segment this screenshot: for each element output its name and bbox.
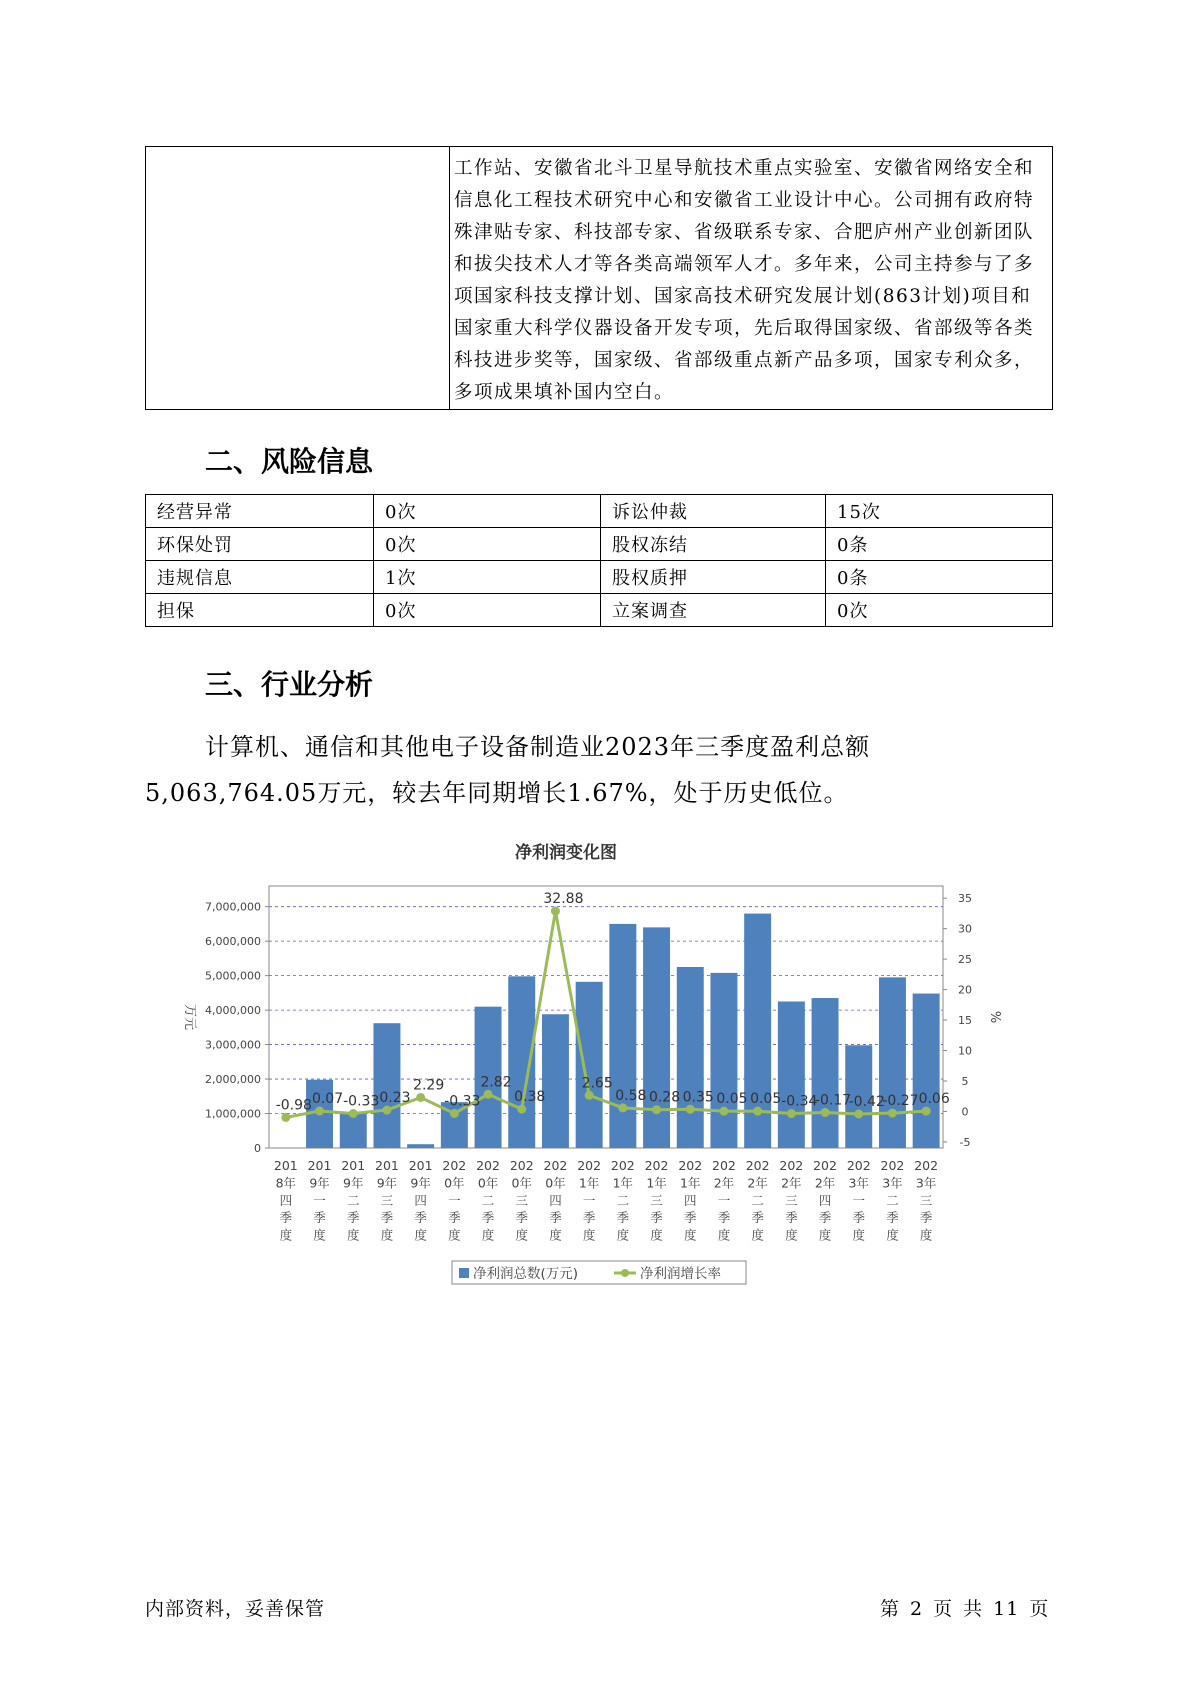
x-tick-label: 202 1年四季度 [678,1158,703,1243]
x-tick-label: 202 1年二季度 [610,1158,635,1243]
x-tick-label: 202 1年三季度 [644,1158,669,1243]
page-word: 第 [880,1598,901,1620]
x-tick-label: 202 0年二季度 [476,1158,500,1243]
chart-title: 净利润变化图 [515,843,617,863]
section-title-industry: 三、行业分析 [205,668,374,701]
y-right-tick-label: 15 [958,1014,972,1028]
bar [677,967,704,1148]
risk-label: 股权质押 [601,561,826,594]
legend-bar-swatch [459,1268,469,1278]
y-right-tick-label: 5 [961,1074,969,1088]
table-row [146,594,1053,627]
growth-rate-point [618,1103,627,1112]
analysis-line-2: 5,063,764.05万元，较去年同期增长1.67%，处于历史低位。 [145,779,849,807]
growth-rate-point [517,1105,526,1114]
intro-text: 工作站、安徽省北斗卫星导航技术重点实验室、安徽省网络安全和信息化工程技术研究中心和安徽省工业设计中心。公司拥有政府特殊津贴专家、科技部专家、省级联系专家、合肥庐州产业创新团队和拔尖技术人才等各类高端领军人才。多年来，公司主持参与了多项国家科技支撑计划、国家高技术研究发展计划(863计划)项目和国家重大科学仪器设备开发专项，先后取得国家级、省部级等各类科技进步奖等，国家级、省部级重点新产品多项，国家专利众多，多项成果填补国内空白。 [450,147,1053,410]
table-row [146,528,1053,561]
growth-rate-point [382,1106,391,1115]
y-left-tick-label: 7,000,000 [205,900,261,914]
page-word: 页 [933,1598,954,1620]
growth-rate-point [787,1109,796,1118]
risk-value: 1次 [374,561,601,594]
y-left-tick-label: 1,000,000 [205,1107,261,1121]
risk-value: 0次 [374,528,601,561]
growth-rate-point [753,1107,762,1116]
data-label: 0.35 [682,1089,714,1106]
page-total: 11 [993,1598,1020,1620]
data-label: -0.17 [814,1092,852,1109]
risk-value: 0次 [826,594,1053,627]
page-total-word: 共 [963,1598,984,1620]
y-left-tick-label: 3,000,000 [205,1038,261,1052]
x-tick-label: 202 3年二季度 [880,1158,905,1243]
bar [879,977,906,1148]
bar [542,1014,569,1148]
growth-rate-point [416,1093,425,1102]
growth-rate-point [551,907,560,916]
data-label: -0.42 [848,1094,885,1111]
data-label: 0.23 [379,1090,411,1107]
table-row [146,561,1053,594]
section-title-risk: 二、风险信息 [205,445,374,478]
growth-rate-point [450,1109,459,1118]
data-label: 0.05 [750,1091,782,1108]
x-tick-label: 201 9年四季度 [408,1158,433,1243]
y-right-tick-label: 25 [958,953,972,967]
data-label: 0.58 [615,1087,647,1104]
data-label: -0.98 [275,1097,312,1114]
data-label: -0.33 [343,1093,380,1110]
x-tick-label: 202 3年一季度 [846,1158,871,1243]
growth-rate-point [484,1090,493,1099]
company-intro-table [145,146,1053,410]
x-tick-label: 202 0年四季度 [543,1158,568,1243]
x-tick-label: 202 2年四季度 [813,1158,837,1243]
bar [710,973,737,1148]
growth-rate-point [922,1107,931,1116]
intro-label-cell [146,147,450,410]
y-left-tick-label: 5,000,000 [205,969,261,983]
legend-bar-label: 净利润总数(万元) [473,1266,579,1282]
y-right-tick-label: 20 [958,983,972,997]
y-left-tick-label: 6,000,000 [205,935,261,949]
page-number [880,1596,1059,1622]
risk-label: 立案调查 [601,594,826,627]
growth-rate-point [315,1107,324,1116]
footer-confidential: 内部资料，妥善保管 [145,1598,326,1620]
risk-value: 0条 [826,528,1053,561]
risk-label: 经营异常 [146,495,374,528]
data-label: 0.07 [311,1091,344,1108]
y-right-tick-label: 30 [958,922,972,936]
page-current: 2 [910,1598,924,1620]
x-tick-label: 201 9年二季度 [341,1158,366,1243]
data-label: -0.27 [882,1093,919,1110]
risk-value: 0条 [826,561,1053,594]
bar [609,924,636,1148]
growth-rate-point [281,1113,290,1122]
y-left-tick-label: 2,000,000 [205,1073,261,1087]
x-tick-label: 202 2年一季度 [712,1158,736,1243]
table-row [146,495,1053,528]
y-right-axis-label: % [987,1010,1002,1024]
data-label: 32.88 [543,891,584,908]
analysis-line-1: 计算机、通信和其他电子设备制造业2023年三季度盈利总额 [205,733,871,761]
y-left-tick-label: 0 [254,1142,261,1155]
x-tick-label: 202 2年三季度 [779,1158,804,1243]
bar [340,1114,367,1148]
bar [576,982,603,1148]
data-label: 2.82 [480,1074,512,1091]
industry-analysis-paragraph [145,724,1005,816]
growth-rate-point [686,1105,695,1114]
growth-rate-point [854,1110,863,1119]
bar [643,927,670,1148]
risk-label: 违规信息 [146,561,374,594]
risk-label: 诉讼仲裁 [601,495,826,528]
bar [407,1144,434,1148]
growth-rate-point [349,1109,358,1118]
x-tick-label: 202 0年三季度 [509,1158,534,1243]
data-label: 2.29 [413,1077,445,1094]
x-tick-label: 201 9年一季度 [307,1158,332,1243]
bar [373,1023,400,1148]
bar [913,994,940,1148]
growth-rate-point [888,1109,897,1118]
x-tick-label: 202 3年三季度 [914,1158,939,1243]
data-label: 0.28 [648,1089,681,1106]
risk-value: 15次 [826,495,1053,528]
data-label: 2.65 [581,1075,613,1092]
risk-label: 环保处罚 [146,528,374,561]
data-label: 0.05 [716,1091,748,1108]
data-label: 0.38 [514,1089,546,1106]
x-tick-label: 202 2年二季度 [745,1158,770,1243]
growth-rate-point [585,1091,594,1100]
legend-line-marker [621,1269,629,1277]
data-label: 0.06 [918,1091,950,1108]
legend-line-label: 净利润增长率 [640,1266,721,1282]
y-right-tick-label: 0 [961,1105,969,1119]
risk-label: 担保 [146,594,374,627]
x-tick-label: 202 1年一季度 [577,1158,602,1243]
bar [778,1001,805,1148]
x-tick-label: 202 0年一季度 [442,1158,467,1243]
bar [812,998,839,1148]
page-word: 页 [1029,1598,1050,1620]
y-left-tick-label: 4,000,000 [205,1004,261,1018]
y-right-tick-label: 35 [958,892,972,906]
y-left-axis-label: 万元 [182,1003,197,1031]
x-tick-label: 201 9年三季度 [375,1158,399,1243]
x-tick-label: 201 8年四季度 [273,1158,298,1243]
data-label: -0.33 [444,1093,481,1110]
y-right-tick-label: 10 [958,1044,972,1058]
growth-rate-point [821,1108,830,1117]
risk-info-table [145,494,1053,627]
growth-rate-point [652,1105,661,1114]
risk-label: 股权冻结 [601,528,826,561]
net-profit-chart [150,835,1002,1295]
growth-rate-point [719,1107,728,1116]
risk-value: 0次 [374,594,601,627]
data-label: -0.34 [781,1093,818,1110]
y-right-tick-label: -5 [959,1135,971,1149]
risk-value: 0次 [374,495,601,528]
